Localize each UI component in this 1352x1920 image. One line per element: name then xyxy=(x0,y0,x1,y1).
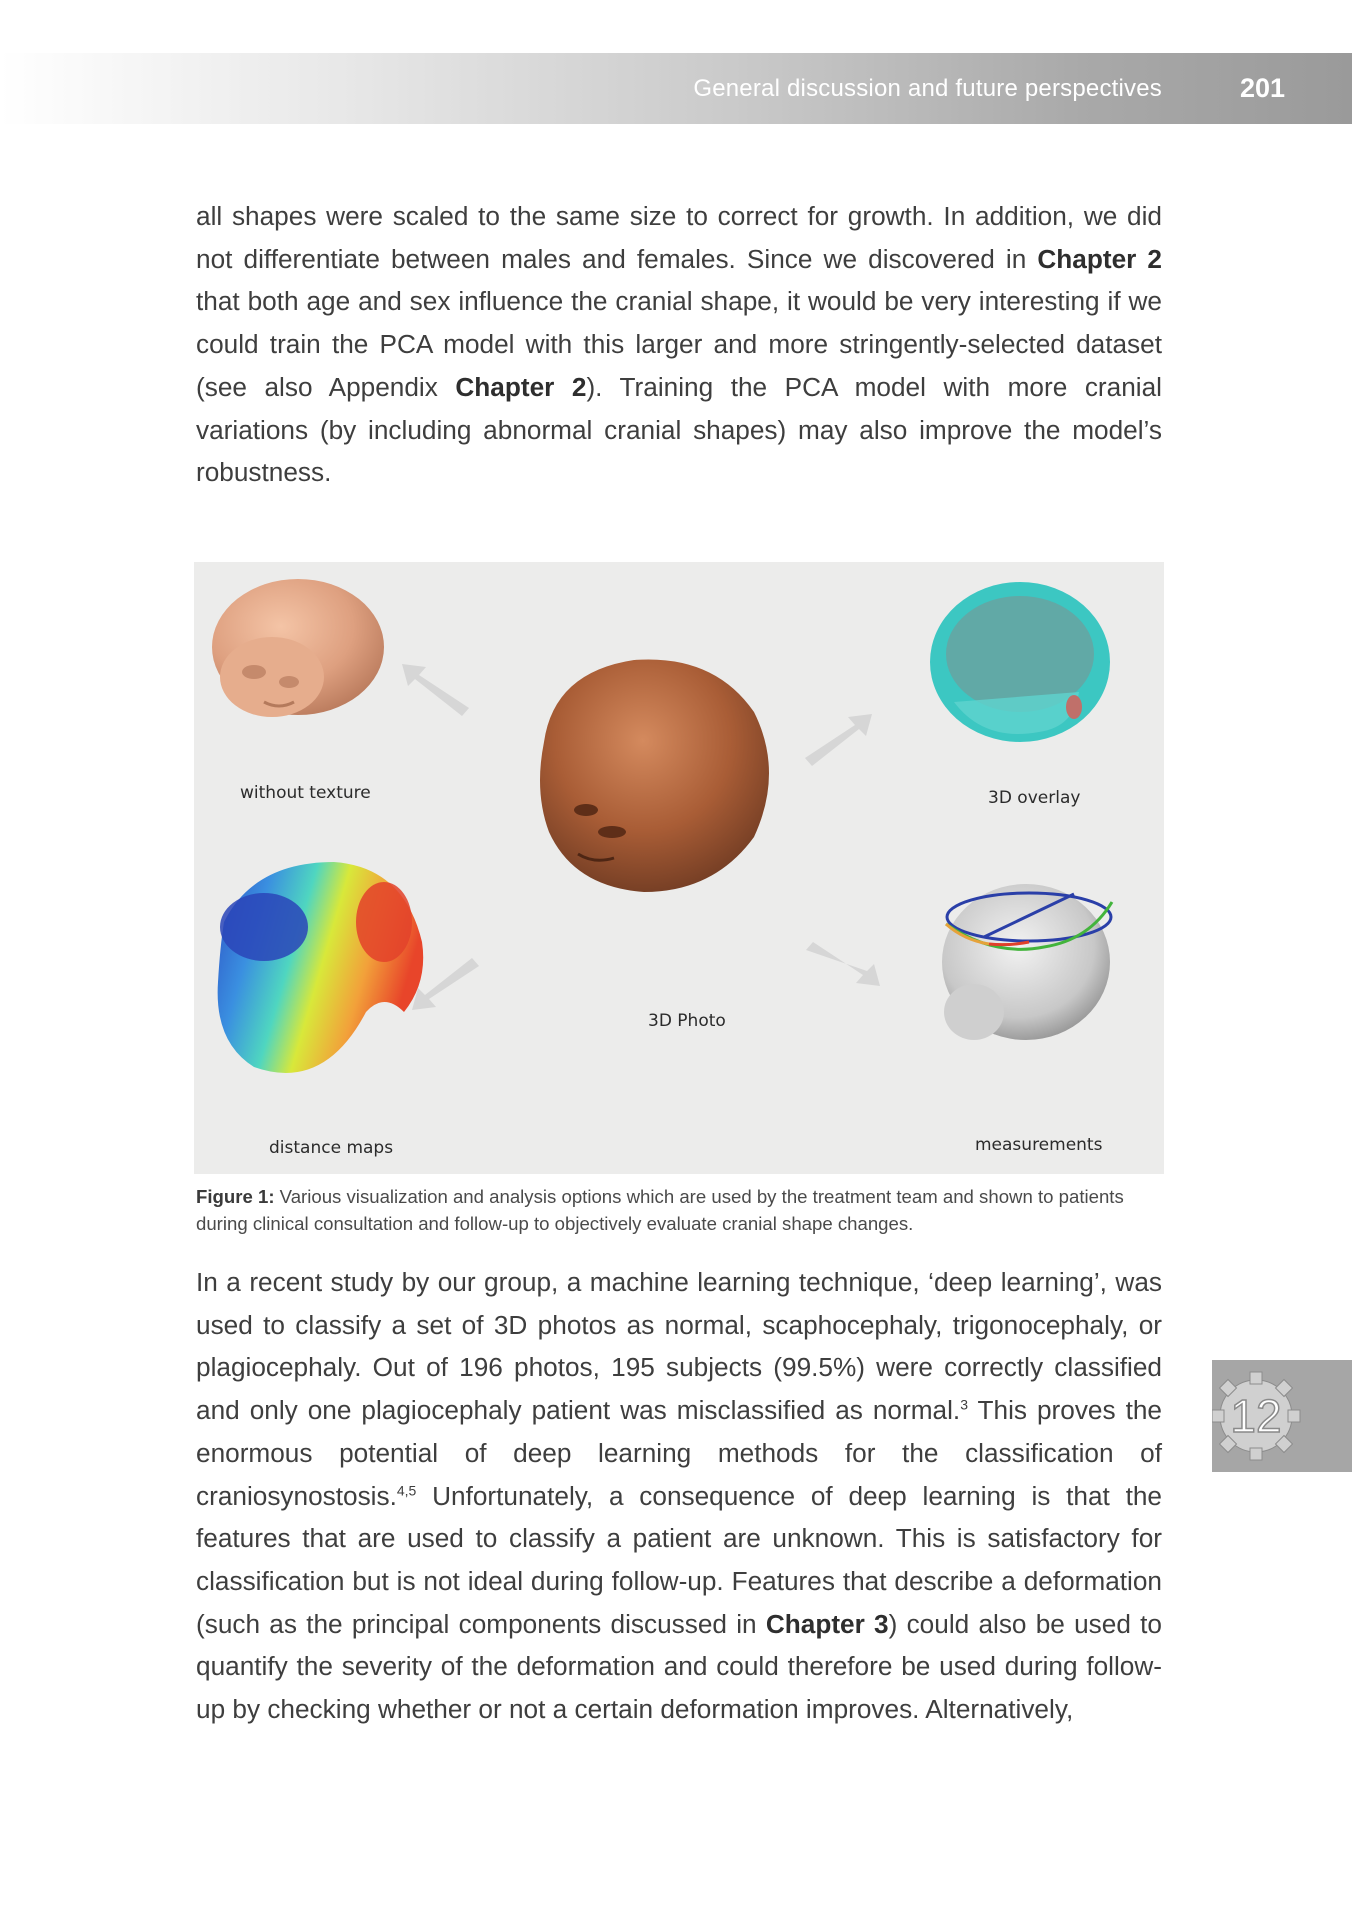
paragraph-2: In a recent study by our group, a machine learning technique, ‘deep learning’, was used to classify a set of 3D photos as normal, scaphocephaly, trigonocephaly, or plagiocephaly. Out of 196 photos, 195 subjects (99.5%) were correctly classified and only one plagiocephaly patient was misclassified as normal.$^3$ This proves the enormous potential of deep learning methods for the classification of craniosynostosis.$^{4,5}$ Unfortunately, a consequence of deep learning is that the features that are used to classify a patient are unknown. This is satisfactory for classification but is not ideal during follow-up. Features that describe a deformation (such as the principal components discussed in Chapter 3) could also be used to quantify the severity of the deformation and could therefore be used during follow-up by checking whether or not a certain deformation improves. Alternatively, xyxy=(196,1267,1162,1725)
figure-illustration xyxy=(194,562,1164,1174)
head-measurements-image xyxy=(942,884,1112,1040)
chapter-thumb-tab xyxy=(1212,1360,1352,1472)
chapter-number: 12 xyxy=(1230,1390,1282,1442)
figure-1 xyxy=(194,562,1164,1174)
label-measurements: measurements xyxy=(975,1135,1103,1155)
gear-icon xyxy=(1212,1360,1352,1472)
citation: 4,5 xyxy=(396,1481,417,1498)
label-distance-maps: distance maps xyxy=(269,1138,394,1158)
figure-caption: Figure 1: Various visualization and analysis options which are used by the treatment team and shown to patients during clinical consultation and follow-up to objectively evaluate cranial shape changes. xyxy=(196,1186,1124,1234)
head-distance-map-image xyxy=(218,862,424,1073)
running-header xyxy=(0,53,1352,124)
head-3d-photo-image xyxy=(540,659,769,892)
chapter-ref: Chapter 3 xyxy=(765,1608,889,1639)
page-number: 201 xyxy=(1240,73,1286,103)
chapter-ref: Chapter 2 xyxy=(1037,243,1162,274)
paragraph-1: all shapes were scaled to the same size to correct for growth. In addition, we did not differentiate between males and females. Since we discovered in Chapter 2 that both age and sex influence the cranial shape, it would be very interesting if we could train the PCA model with this larger and more stringently-selected dataset (see also Appendix Chapter 2). Training the PCA model with more cranial variations (by including abnormal cranial shapes) may also improve the model’s robustness. xyxy=(196,201,1162,488)
head-3d-overlay-image xyxy=(930,582,1110,742)
chapter-ref: Chapter 2 xyxy=(455,371,587,402)
head-without-texture-image xyxy=(212,579,384,717)
label-3d-overlay: 3D overlay xyxy=(988,788,1081,808)
running-title: General discussion and future perspectives xyxy=(693,75,1162,102)
caption-label: Figure 1: xyxy=(196,1186,275,1207)
label-3d-photo: 3D Photo xyxy=(648,1011,726,1031)
citation: 3 xyxy=(960,1396,968,1413)
label-without-texture: without texture xyxy=(240,783,371,803)
